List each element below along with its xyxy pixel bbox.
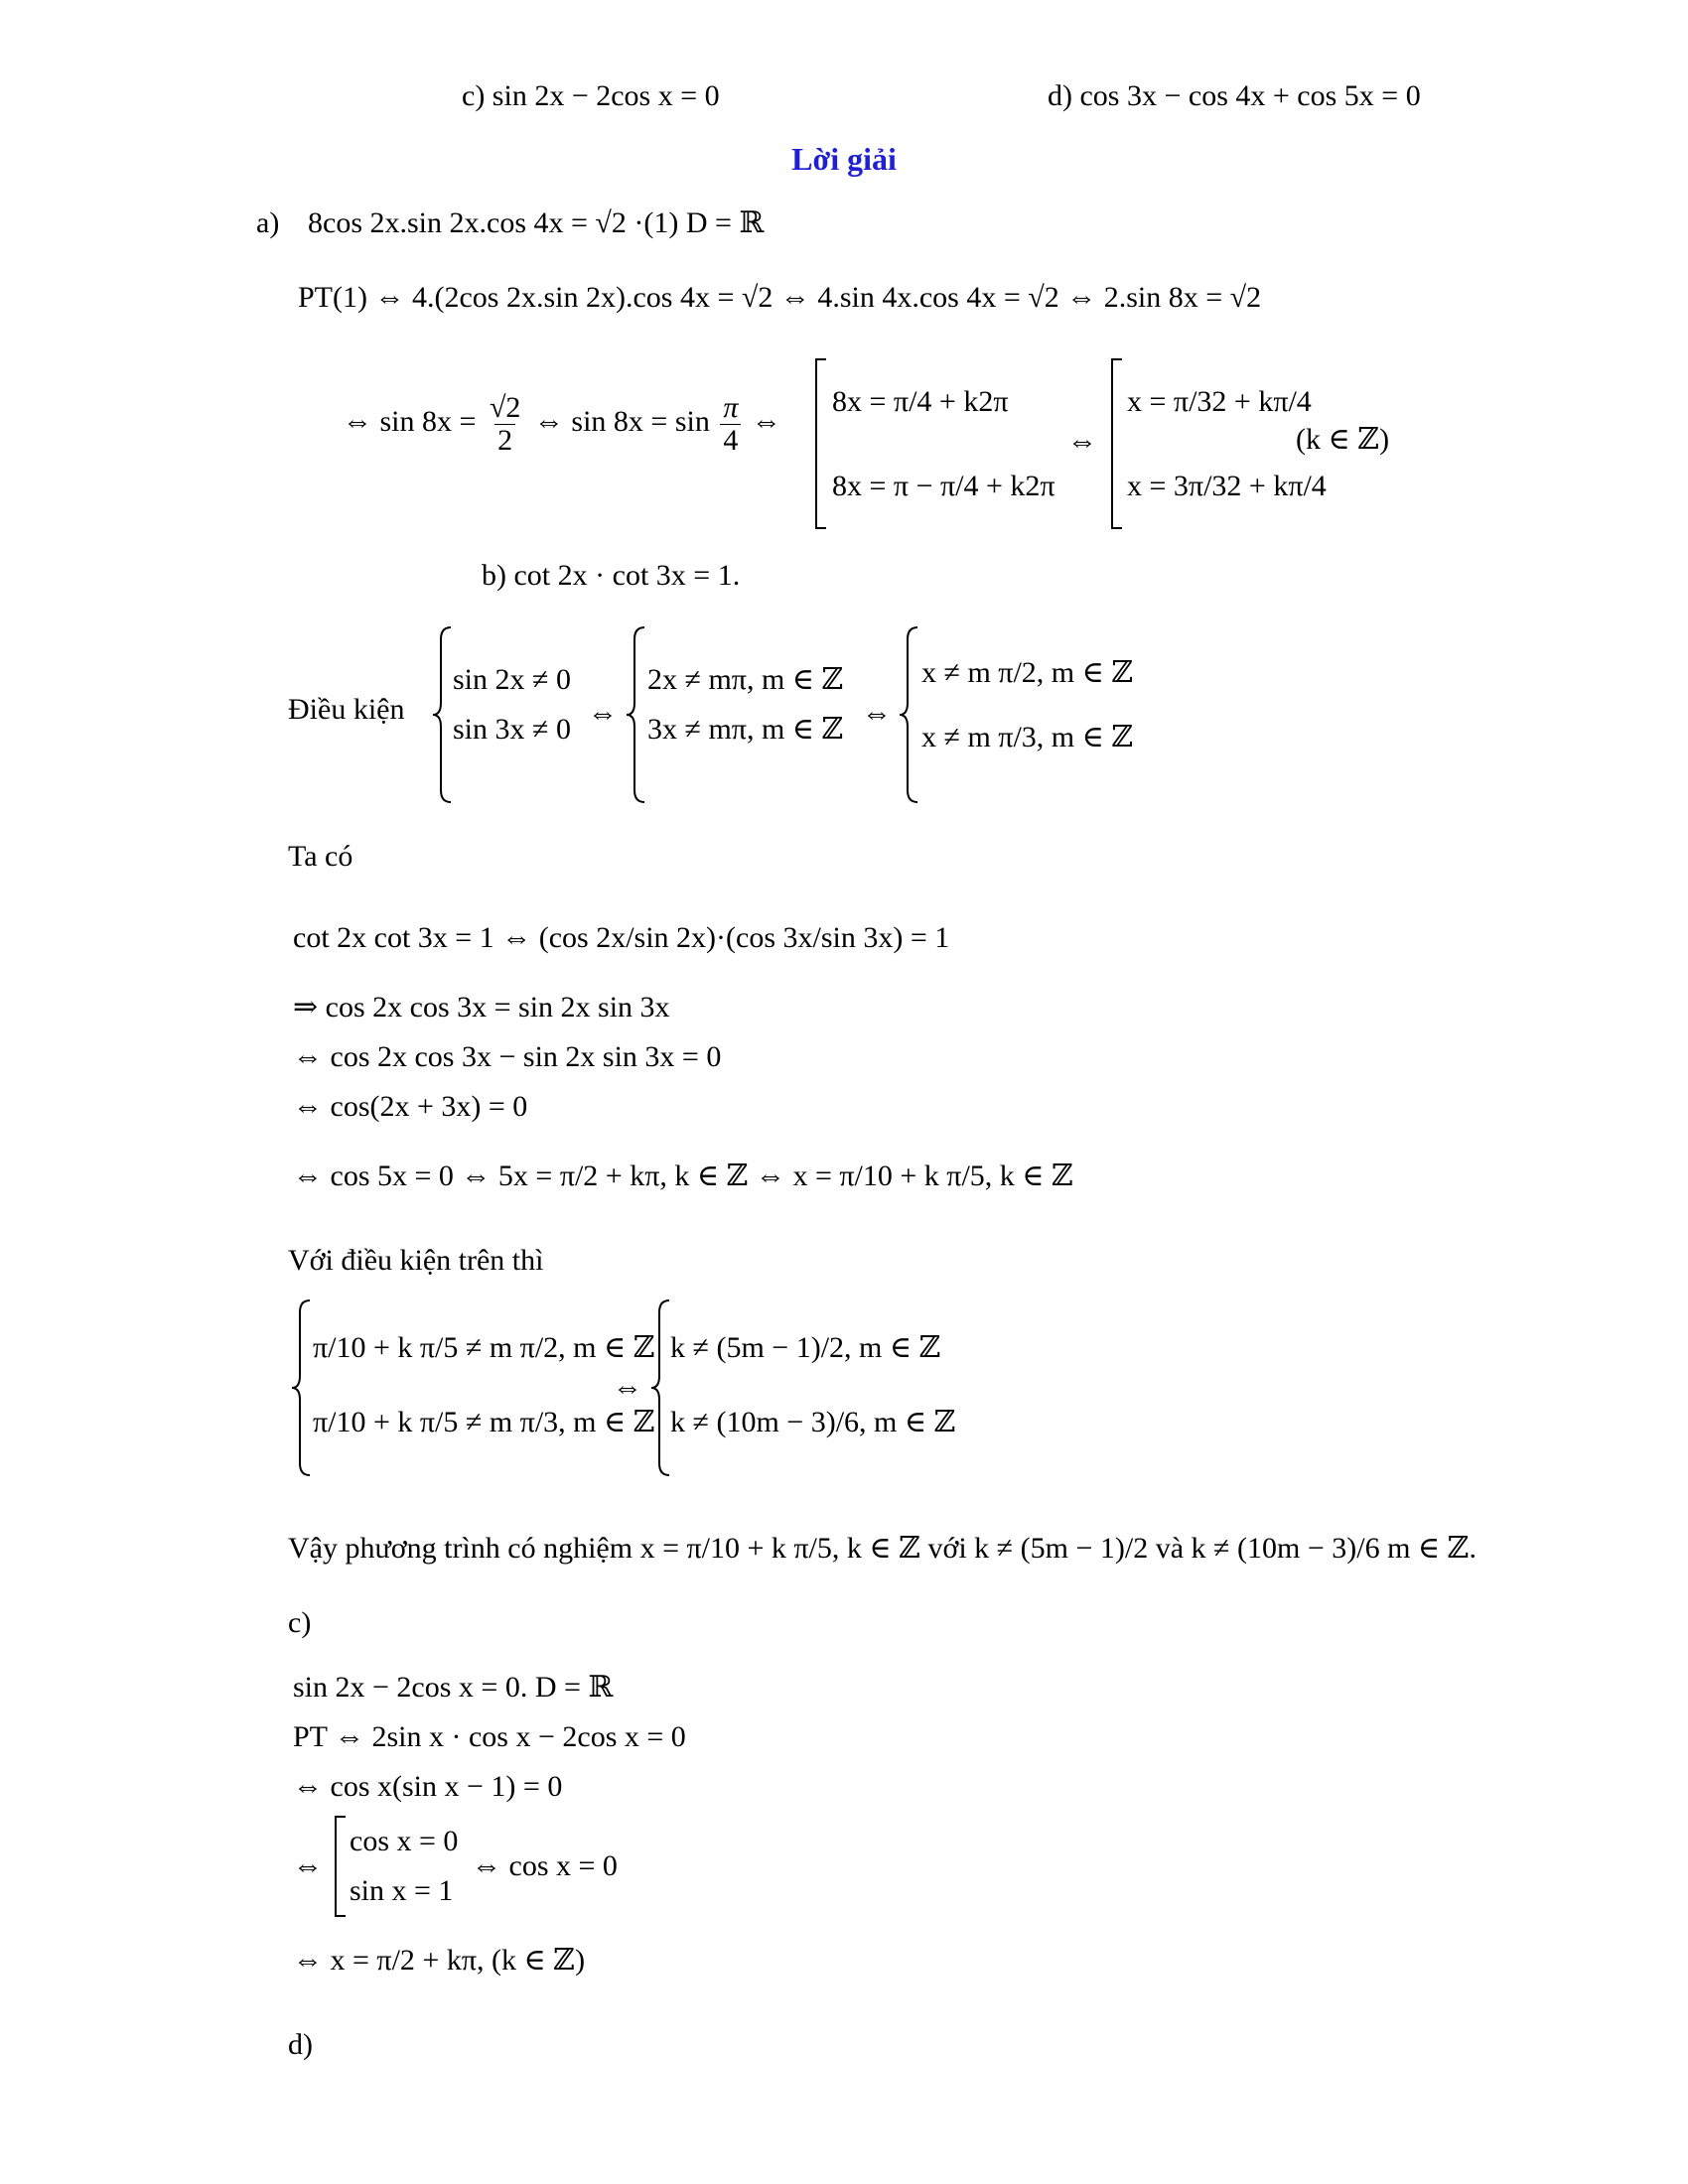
condition-system-2: [647, 655, 843, 754]
case-cos: cos x = 0: [350, 1825, 459, 1857]
system-brace: [631, 627, 648, 802]
ta-co-text: Ta có: [288, 840, 353, 873]
step2-lhs: ⇔ sin 8x =: [343, 404, 477, 438]
condition-system-1: [453, 655, 571, 754]
condition-sin2x: sin 2x ≠ 0: [453, 663, 571, 696]
sqrt2-over-2: [487, 392, 523, 456]
part-b-line5: ⇔ cos 5x = 0 ⇔ 5x = π/2 + kπ, k ∈ ℤ ⇔ x = π/10 + k π/5, k ∈ ℤ: [293, 1160, 1073, 1192]
equivalence-symbol: ⇔: [751, 404, 781, 438]
equivalence-symbol: ⇔: [588, 697, 618, 730]
solution-title: Lời giải: [791, 141, 897, 177]
part-c-cases: [350, 1817, 458, 1916]
condition-label: Điều kiện: [288, 693, 405, 726]
part-d-label: d): [288, 2028, 313, 2061]
case-bracket: [814, 359, 834, 528]
pi-over-4: [720, 392, 741, 456]
case-2: 8x = π − π/4 + k2π: [832, 469, 1055, 502]
k-condition-system-left: [313, 1310, 655, 1459]
k-condition-system-right: [670, 1310, 955, 1459]
condition-x-2: x ≠ m π/3, m ∈ ℤ: [921, 720, 1134, 753]
problem-d-statement: d) cos 3x − cos 4x + cos 5x = 0: [1048, 79, 1421, 112]
fraction-numerator: π: [723, 391, 739, 424]
condition-2x: 2x ≠ mπ, m ∈ ℤ: [647, 663, 844, 696]
part-c-line2: PT ⇔ 2sin x · cos x − 2cos x = 0: [293, 1720, 686, 1753]
part-c-label: c): [288, 1606, 312, 1639]
system-brace: [904, 627, 921, 802]
condition-system-3: [921, 640, 1133, 769]
part-c-line3: ⇔ cos x(sin x − 1) = 0: [293, 1770, 563, 1803]
k-condition-right-1: k ≠ (5m − 1)/2, m ∈ ℤ: [670, 1330, 941, 1364]
conclusion-prefix: Vậy phương trình có nghiệm: [288, 1532, 633, 1565]
solution-1: x = π/32 + kπ/4: [1127, 384, 1312, 418]
condition-sin3x: sin 3x ≠ 0: [453, 713, 571, 746]
condition-3x: 3x ≠ mπ, m ∈ ℤ: [647, 713, 844, 746]
fraction-denominator: 2: [494, 424, 515, 457]
equivalence-symbol: ⇔: [293, 1849, 323, 1882]
case-sin: sin x = 1: [350, 1874, 454, 1907]
condition-x-1: x ≠ m π/2, m ∈ ℤ: [921, 655, 1134, 689]
equivalence-symbol: ⇔: [1067, 425, 1097, 458]
part-a-step2: [343, 392, 781, 456]
part-b-line1: cot 2x cot 3x = 1 ⇔ (cos 2x/sin 2x)·(cos 3x/sin 3x) = 1: [293, 921, 950, 954]
k-condition-left-1: π/10 + k π/5 ≠ m π/2, m ∈ ℤ: [313, 1330, 655, 1364]
case-1: 8x = π/4 + k2π: [832, 384, 1009, 418]
part-c-line5: ⇔ x = π/2 + kπ, (k ∈ ℤ): [293, 1944, 586, 1977]
k-in-integers: (k ∈ ℤ): [1296, 423, 1390, 456]
part-a-step1: PT(1) ⇔ 4.(2cos 2x.sin 2x).cos 4x = √2 ⇔ 4.sin 4x.cos 4x = √2 ⇔ 2.sin 8x = √2: [298, 281, 1262, 314]
part-b-line4: ⇔ cos(2x + 3x) = 0: [293, 1090, 528, 1123]
part-c-line4: ⇔ cos x = 0: [472, 1849, 618, 1882]
part-b-line3: ⇔ cos 2x cos 3x − sin 2x sin 3x = 0: [293, 1040, 722, 1073]
k-condition-right-2: k ≠ (10m − 3)/6, m ∈ ℤ: [670, 1405, 956, 1438]
k-condition-left-2: π/10 + k π/5 ≠ m π/3, m ∈ ℤ: [313, 1405, 655, 1438]
equivalence-symbol: ⇔: [862, 697, 892, 730]
step2-mid: ⇔ sin 8x = sin: [533, 404, 710, 438]
with-condition-text: Với điều kiện trên thì: [288, 1244, 544, 1277]
part-a-label: a): [256, 206, 280, 239]
part-c-line1: sin 2x − 2cos x = 0. D = ℝ: [293, 1671, 614, 1704]
solution-2: x = 3π/32 + kπ/4: [1127, 469, 1327, 502]
fraction-numerator: √2: [489, 391, 521, 424]
fraction-denominator: 4: [720, 424, 741, 457]
part-b-line2: ⇒ cos 2x cos 3x = sin 2x sin 3x: [293, 991, 670, 1024]
part-a-statement: 8cos 2x.sin 2x.cos 4x = √2 ·(1) D = ℝ: [308, 206, 765, 239]
conclusion-line: [288, 1534, 1477, 1564]
part-b-statement: b) cot 2x · cot 3x = 1.: [482, 559, 741, 592]
problem-c-statement: c) sin 2x − 2cos x = 0: [462, 79, 720, 112]
equivalence-symbol: ⇔: [613, 1371, 642, 1404]
conclusion-formula: x = π/10 + k π/5, k ∈ ℤ với k ≠ (5m − 1)/2 và k ≠ (10m − 3)/6 m ∈ ℤ.: [639, 1532, 1477, 1565]
system-brace: [296, 1300, 314, 1475]
part-a-cases: [832, 359, 1055, 528]
